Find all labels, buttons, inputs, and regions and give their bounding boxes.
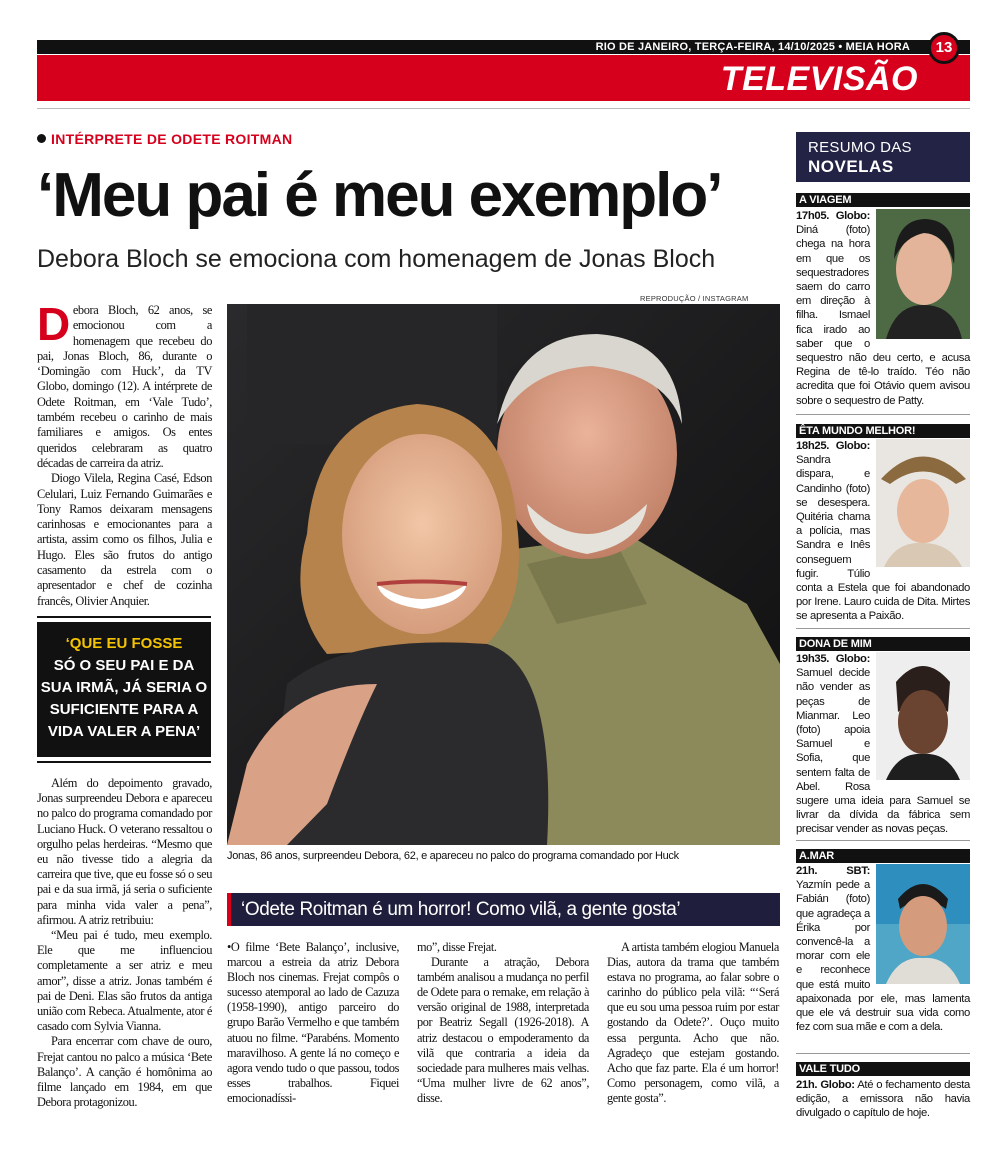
sidebar-title-line-1: RESUMO DAS bbox=[808, 139, 912, 156]
paragraph: Além do depoimento gravado, Jonas surpreendeu Debora e apareceu no palco do programa comandado por Luciano Huck. O veterano ressaltou o orgulho pelas herdeiras. “Mesmo que eu não tivesse tido a alegria da carreira que tive, que eu fosse só o seu pai e da sua irmã, já seria o suficiente para minha vida valer a pena”, afirmou. A atriz retribuiu: bbox=[37, 776, 212, 927]
novela-text: Até o fechamento desta edição, a emissora não havia divulgado o capítulo de hoje. bbox=[796, 1079, 970, 1120]
kicker bbox=[37, 131, 292, 147]
novela-time: 21h. SBT: bbox=[796, 865, 870, 877]
divider bbox=[37, 108, 970, 109]
novela-text: Sandra dispara, e Candinho (foto) se desespera. Quitéria chama a polícia, mas Sandra e Inês conseguem fugir. Túlio conta a Estela que foi abandonado por Irene. Lauro cuida de Dita. Mirtes se apresenta a Paixão. bbox=[796, 454, 970, 623]
main-photo bbox=[227, 304, 780, 845]
novela-text: Yazmín pede a Fabián (foto) que agradeça a Érika por convencê-la a morar com ele e reconhece que está muito apaixonada por ele, mas lamenta que ele vá destruir sua vida como fez com sua mãe e com a dela. bbox=[796, 879, 970, 1034]
bullet-icon bbox=[37, 134, 46, 143]
drop-cap: D bbox=[37, 298, 70, 350]
deck: Debora Bloch se emociona com homenagem de Jonas Bloch bbox=[37, 245, 716, 273]
novela-title: A.MAR bbox=[796, 849, 970, 863]
photo-caption: Jonas, 86 anos, surpreendeu Debora, 62, e apareceu no palco do programa comandado por Huck bbox=[227, 850, 679, 862]
novela-title: A VIAGEM bbox=[796, 193, 970, 207]
pull-quote-text: SÓ O SEU PAI E DA SUA IRMÃ, JÁ SERIA O SUFICIENTE PARA A VIDA VALER A PENA’ bbox=[40, 657, 208, 740]
novela-summary bbox=[796, 652, 970, 837]
novela-text: Samuel decide não vender as peças de Mianmar. Leo (foto) apoia Samuel e Sofia, que sentem falta de Abel. Rosa sugere uma ideia para Samuel se livrar da dívida da fábrica sem precisar vender as novas peças. bbox=[796, 667, 970, 836]
novela-summary bbox=[796, 439, 970, 624]
paragraph: Diogo Vilela, Regina Casé, Edson Celulari, Luiz Fernando Guimarães e Tony Ramos deixaram mensagens carinhosas e emocionantes para a artista, assim como os filhos, Julia e Hugo. Eles são frutos do antigo casamento da estrela com o apresentador e chef de cozinha francês, Olivier Anquier. bbox=[37, 471, 212, 608]
paragraph: Para encerrar com chave de ouro, Frejat cantou no palco a música ‘Bete Balanço’. A canção é homônima ao filme lançado em 1984, em que Debora protagonizou. bbox=[37, 1034, 212, 1110]
novela-title: VALE TUDO bbox=[796, 1062, 970, 1076]
novela-text: Diná (foto) chega na hora em que os sequestradores saem do carro em direção à filha. Ismael fica irado ao saber que o sequestro não deu certo, e acusa Regina de tê-lo traído. Téo não acredita que foi Otávio quem avisou sobre o sequestro de Patty. bbox=[796, 224, 970, 407]
paragraph-text: ebora Bloch, 62 anos, se emocionou com a homenagem que recebeu do pai, Jonas Bloch, 86, durante o ‘Domingão com Huck’, da TV Globo, domingo (12). A intérprete de Odete Roitman, em ‘Vale Tudo’, também recebeu o carinho de mais familiares e amigos. Os entes queridos celebraram as quatro décadas de carreira da atriz. bbox=[37, 303, 212, 470]
novela-summary bbox=[796, 1078, 970, 1121]
divider bbox=[796, 1053, 970, 1054]
article-column-3 bbox=[417, 940, 589, 1106]
novela-title: ÊTA MUNDO MELHOR! bbox=[796, 424, 970, 438]
divider bbox=[796, 628, 970, 629]
sidebar-title-line-2: NOVELAS bbox=[808, 157, 894, 176]
section-band bbox=[37, 55, 970, 101]
novela-summary bbox=[796, 864, 970, 1034]
headline: ‘Meu pai é meu exemplo’ bbox=[37, 161, 722, 230]
page-number-badge: 13 bbox=[928, 32, 960, 64]
paragraph: •O filme ‘Bete Balanço’, inclusive, marcou a estreia da atriz Debora Bloch nos cinemas. Frejat compôs o sucesso atemporal ao lado de Cazuza (1958-1990), antigo parceiro do grupo Barão Vermelho e que também atuou no filme. “Parabéns. Momento maravilhoso. A gente lá no começo e agora vendo tudo o que passou, todos esses trabalhos. Fiquei emocionadíssi- bbox=[227, 940, 399, 1105]
novela-time: 19h35. Globo: bbox=[796, 653, 870, 665]
paragraph: mo”, disse Frejat. bbox=[417, 940, 497, 954]
section-title: TELEVISÃO bbox=[720, 60, 918, 98]
photo-illustration bbox=[227, 304, 780, 845]
paragraph: Durante a atração, Debora também analisou a mudança no perfil de Odete para o remake, em relação à versão original de 1988, interpretada por Beatriz Segall (1926-2018). A atriz destacou o empoderamento da vilã que contraria a ideia da sociedade para mulheres mais velhas. “Uma mulher livre de 62 anos”, disse. bbox=[417, 955, 589, 1105]
divider bbox=[796, 414, 970, 415]
divider bbox=[796, 840, 970, 841]
dateline: RIO DE JANEIRO, TERÇA-FEIRA, 14/10/2025 • MEIA HORA bbox=[595, 41, 910, 53]
novela-time: 17h05. Globo: bbox=[796, 210, 870, 222]
paragraph: “Meu pai é tudo, meu exemplo. Ele que me influenciou completamente a ser atriz e meu amor”, disse a atriz. Jonas também é pai de Deni. Elas são frutos da antiga união com Rebeca. Atualmente, ator é casado com Sylvia Vianna. bbox=[37, 928, 212, 1034]
article-column-1 bbox=[37, 298, 212, 609]
article-column-1-continued bbox=[37, 776, 212, 1110]
subhead-banner: ‘Odete Roitman é um horror! Como vilã, a gente gosta’ bbox=[227, 893, 780, 926]
novela-summary bbox=[796, 209, 970, 408]
novela-time: 18h25. Globo: bbox=[796, 440, 870, 452]
pull-quote-lead: ‘QUE EU FOSSE bbox=[65, 635, 183, 652]
novela-title: DONA DE MIM bbox=[796, 637, 970, 651]
top-bar bbox=[37, 40, 970, 54]
kicker-text: INTÉRPRETE DE ODETE ROITMAN bbox=[51, 131, 293, 147]
article-column-4 bbox=[607, 940, 779, 1106]
novela-time: 21h. Globo: bbox=[796, 1079, 855, 1091]
sidebar-header bbox=[796, 132, 970, 182]
article-column-2 bbox=[227, 940, 399, 1106]
pull-quote bbox=[37, 622, 211, 757]
photo-credit: REPRODUÇÃO / INSTAGRAM bbox=[640, 294, 749, 303]
paragraph bbox=[37, 298, 212, 471]
paragraph: A artista também elogiou Manuela Dias, autora da trama que também estava no programa, ao falar sobre o carinho do público pela vilã: “‘Será que eu sou uma pessoa ruim por estar gostando da Odete?’. Ouço muito essa pergunta. Acho que não. Agradeço que estejam gostando. Acho que faz parte. Ela é um horror! Como personagem, como vilã, a gente gosta”. bbox=[607, 940, 779, 1105]
